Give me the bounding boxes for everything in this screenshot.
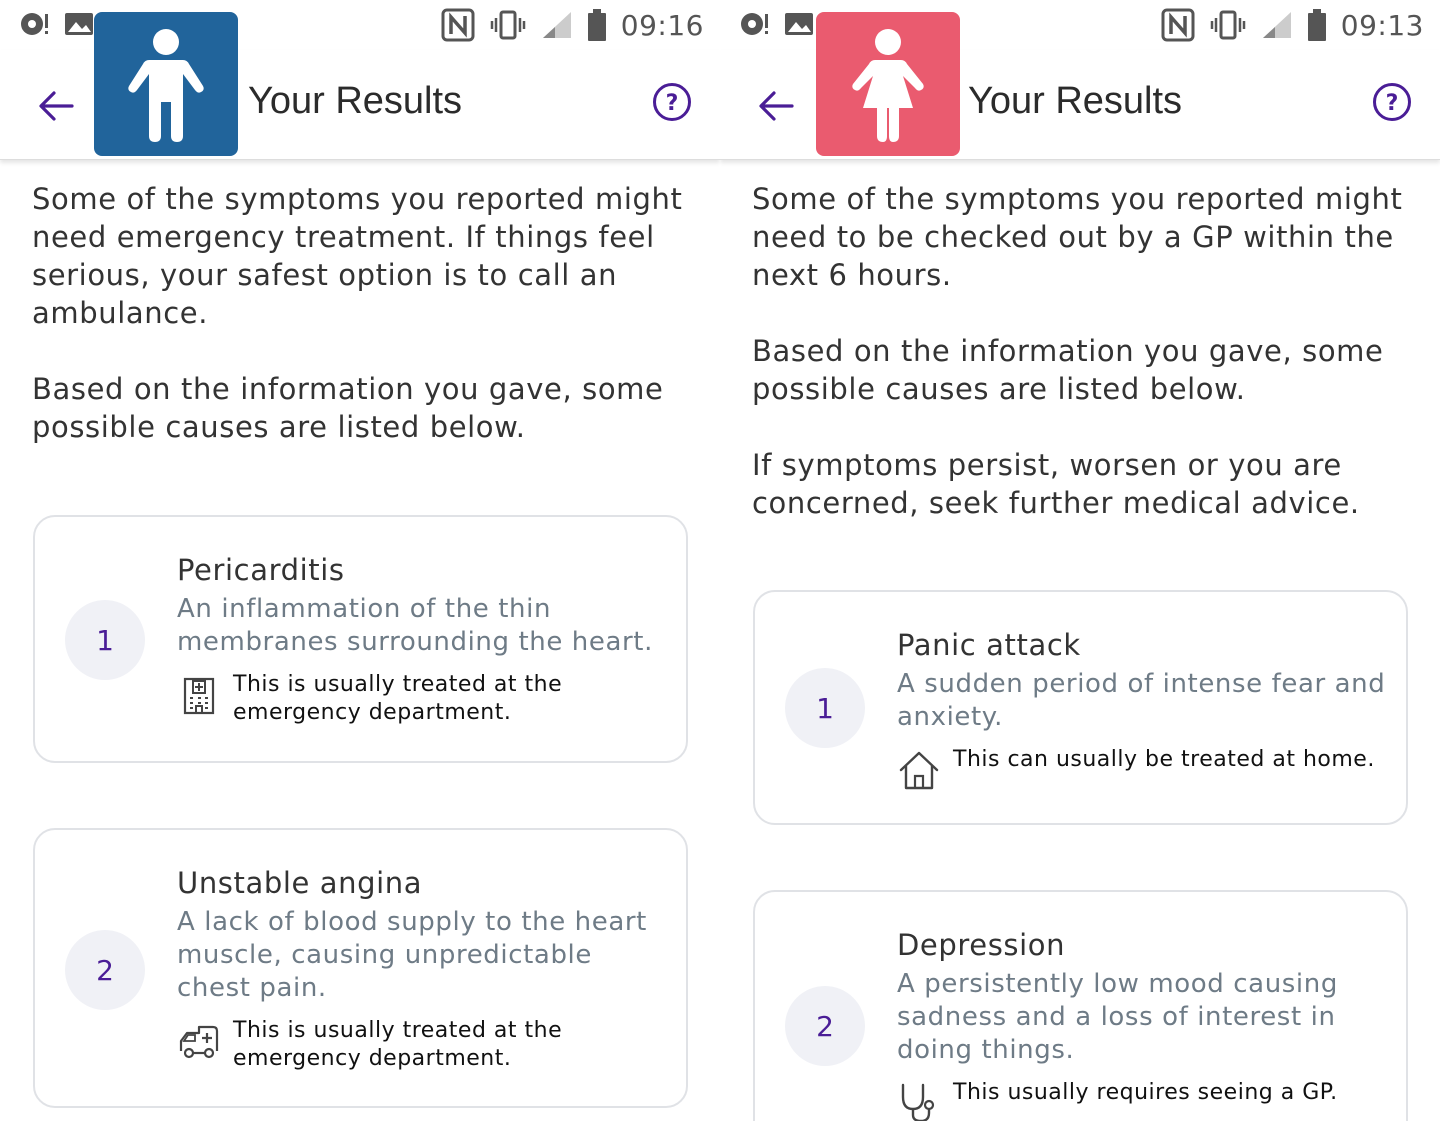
clock: 09:16 bbox=[620, 8, 704, 42]
condition-description: A persistently low mood causing sadness and a loss of interest in doing things. bbox=[897, 969, 1338, 1065]
condition-description: A lack of blood supply to the heart muscle, causing unpredictable chest pain. bbox=[177, 907, 647, 1003]
female-figure-icon bbox=[843, 24, 933, 144]
results-intro bbox=[752, 180, 1408, 560]
result-card[interactable] bbox=[33, 515, 688, 763]
back-arrow-icon[interactable] bbox=[754, 84, 798, 128]
vibrate-icon bbox=[1209, 10, 1247, 40]
record-notification-icon bbox=[740, 10, 770, 38]
child-avatar-badge bbox=[94, 12, 238, 156]
care-note-text: This is usually treated at the emergency department. bbox=[233, 672, 563, 725]
gallery-notification-icon bbox=[64, 10, 94, 38]
rank-badge: 1 bbox=[785, 668, 865, 748]
condition-title: Unstable angina bbox=[177, 866, 423, 900]
svg-text:?: ? bbox=[665, 91, 679, 116]
care-note bbox=[897, 1079, 1386, 1121]
page-title: Your Results bbox=[248, 80, 463, 122]
vibrate-icon bbox=[489, 10, 527, 40]
stethoscope-icon bbox=[897, 1081, 941, 1121]
hospital-icon bbox=[177, 673, 221, 717]
battery-icon bbox=[1307, 9, 1327, 41]
condition-title: Panic attack bbox=[897, 628, 1081, 662]
ambulance-icon bbox=[177, 1019, 221, 1063]
rank-badge: 2 bbox=[785, 986, 865, 1066]
care-note-text: This can usually be treated at home. bbox=[953, 747, 1375, 772]
home-icon bbox=[897, 748, 941, 792]
condition-title: Depression bbox=[897, 928, 1066, 962]
svg-text:?: ? bbox=[1385, 91, 1399, 116]
child-figure-icon bbox=[121, 24, 211, 144]
help-icon[interactable] bbox=[1372, 82, 1412, 122]
condition-description: A sudden period of intense fear and anxiety. bbox=[897, 669, 1386, 732]
intro-paragraph: Based on the information you gave, some possible causes are listed below. bbox=[32, 372, 664, 444]
clock: 09:13 bbox=[1340, 8, 1424, 42]
result-card[interactable] bbox=[33, 828, 688, 1108]
battery-icon bbox=[587, 9, 607, 41]
intro-paragraph: If symptoms persist, worsen or you are concerned, seek further medical advice. bbox=[752, 448, 1360, 520]
app-bar bbox=[720, 50, 1440, 160]
gallery-notification-icon bbox=[784, 10, 814, 38]
rank-badge: 2 bbox=[65, 930, 145, 1010]
signal-icon bbox=[541, 10, 573, 40]
care-note bbox=[897, 746, 1386, 792]
result-card[interactable] bbox=[753, 890, 1408, 1121]
result-card[interactable] bbox=[753, 590, 1408, 825]
app-bar bbox=[0, 50, 720, 160]
condition-title: Pericarditis bbox=[177, 553, 345, 587]
care-note bbox=[177, 671, 666, 727]
signal-icon bbox=[1261, 10, 1293, 40]
care-note bbox=[177, 1017, 666, 1073]
record-notification-icon bbox=[20, 10, 50, 38]
nfc-icon bbox=[1161, 8, 1195, 42]
care-note-text: This usually requires seeing a GP. bbox=[953, 1080, 1338, 1105]
back-arrow-icon[interactable] bbox=[34, 84, 78, 128]
nfc-icon bbox=[441, 8, 475, 42]
female-avatar-badge bbox=[816, 12, 960, 156]
help-icon[interactable] bbox=[652, 82, 692, 122]
intro-paragraph: Some of the symptoms you reported might need emergency treatment. If things feel serious, your safest option is to call an ambulance. bbox=[32, 182, 683, 330]
intro-paragraph: Based on the information you gave, some possible causes are listed below. bbox=[752, 334, 1384, 406]
rank-badge: 1 bbox=[65, 600, 145, 680]
results-intro bbox=[32, 180, 688, 484]
page-title: Your Results bbox=[968, 80, 1183, 122]
care-note-text: This is usually treated at the emergency department. bbox=[233, 1018, 563, 1071]
condition-description: An inflammation of the thin membranes surrounding the heart. bbox=[177, 594, 653, 657]
results-screen-female bbox=[720, 0, 1440, 1121]
intro-paragraph: Some of the symptoms you reported might need to be checked out by a GP within the next 6 hours. bbox=[752, 182, 1403, 292]
